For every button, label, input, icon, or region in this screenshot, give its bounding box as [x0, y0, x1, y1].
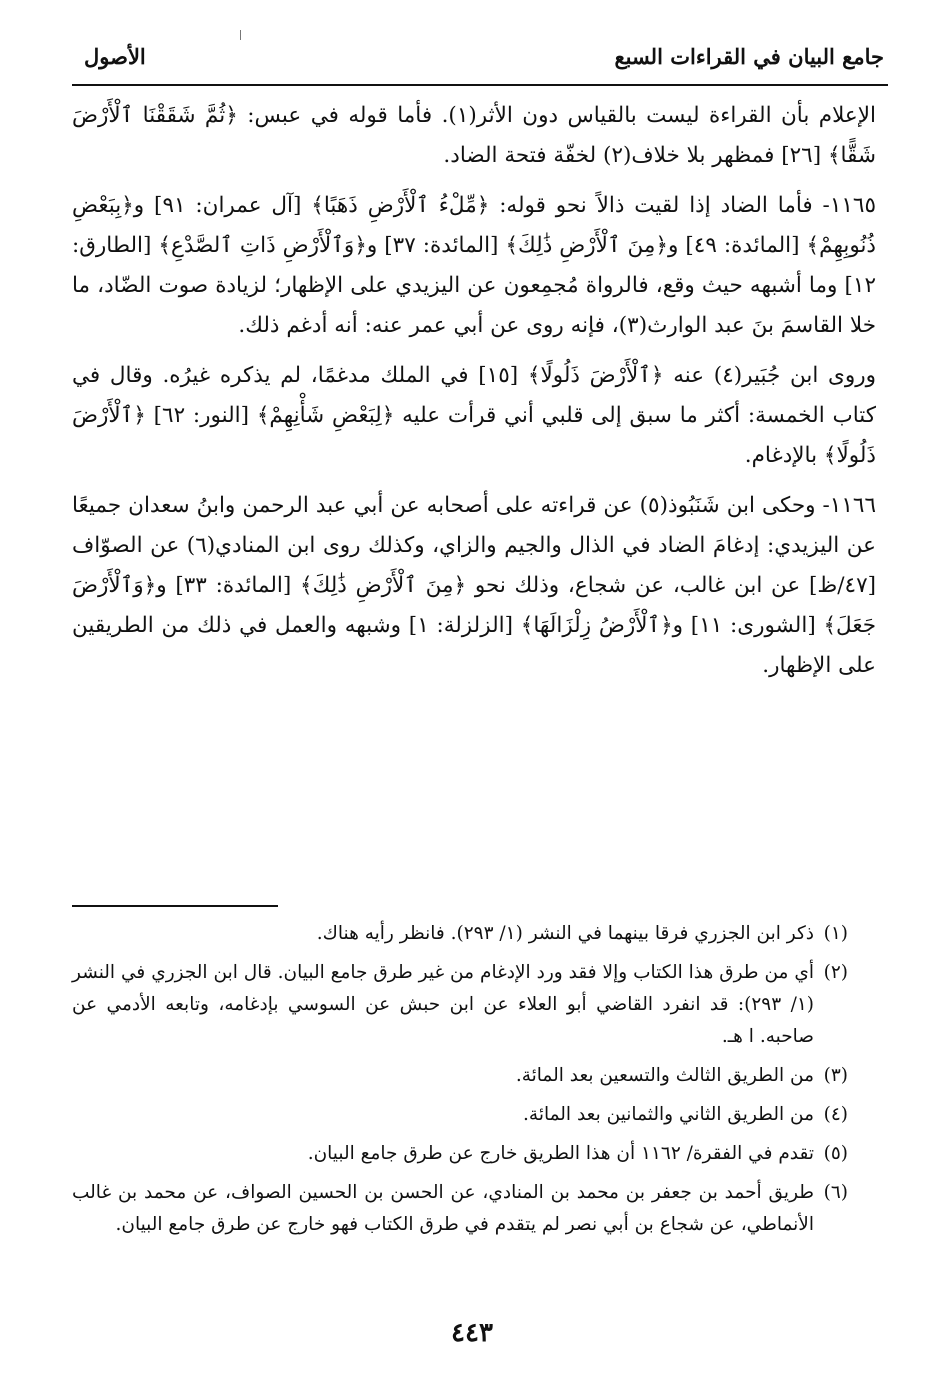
footnote-number: (٢): [823, 962, 848, 983]
footnote-number: (٥): [823, 1143, 848, 1164]
footnote-number: (٦): [823, 1182, 848, 1203]
footnote-text: من الطريق الثالث والتسعين بعد المائة.: [515, 1065, 814, 1086]
footnote-text: طريق أحمد بن جعفر بن محمد بن المنادي، عن الحسن بن الحسين الصواف، عن محمد بن غالب الأنماطي، عن شجاع بن أبي نصر لم يتقدم في طرق الكتاب فهو خارج عن طرق جامع البيان.: [72, 1182, 814, 1235]
footnote: [72, 1099, 848, 1131]
footnote-number: (٤): [823, 1104, 848, 1125]
footnote: [72, 1138, 848, 1170]
footnote-text: ذكر ابن الجزري فرقا بينهما في النشر (١/ ٢٩٣). فانظر رأيه هناك.: [316, 923, 814, 944]
footnote-text: تقدم في الفقرة/ ١١٦٢ أن هذا الطريق خارج عن طرق جامع البيان.: [307, 1143, 814, 1164]
footnotes: [72, 918, 848, 1248]
footnote: [72, 1177, 848, 1241]
scan-mark: [240, 30, 241, 40]
footnote: [72, 918, 848, 950]
running-head-book-title: جامع البيان في القراءات السبع: [614, 44, 884, 69]
paragraph: ١١٦٥- فأما الضاد إذا لقيت ذالاً نحو قوله: ﴿مِّلْءُ ٱلْأَرْضِ ذَهَبًا﴾ [آل عمران: ٩١] و﴿بِبَعْضِ ذُنُوبِهِمْ﴾ [المائدة: ٤٩] و﴿مِنَ ٱلْأَرْضِ ذَٰلِكَ﴾ [المائدة: ٣٧] و﴿وَٱلْأَرْضِ ذَاتِ ٱلصَّدْعِ﴾ [الطارق: ١٢] وما أشبهه حيث وقع، فالرواة مُجمِعون عن اليزيدي على الإظهار؛ لزيادة صوت الضّاد، ما خلا القاسمَ بنَ عبد الوارث(٣)، فإنه روى عن أبي عمر عنه: أنه أدغم ذلك.: [72, 193, 877, 338]
paragraph: ١١٦٦- وحكى ابن شَنَبُوذ(٥) عن قراءته على أصحابه عن أبي عبد الرحمن وابنُ سعدان جميعًا عن اليزيدي: إدغامَ الضاد في الذال والجيم والزاي، وكذلك روى ابن المنادي(٦) عن الصوّاف [٤٧/ظ] عن ابن غالب، عن شجاع، وذلك نحو ﴿مِنَ ٱلْأَرْضِ ذَٰلِكَ﴾ [المائدة: ٣٣] و﴿وَٱلْأَرْضَ جَعَلَ﴾ [الشورى: ١١] و﴿ٱلْأَرْضُ زِلْزَالَهَا﴾ [الزلزلة: ١] وشبهه والعمل في ذلك من الطريقين على الإظهار.: [72, 493, 877, 678]
paragraph: الإعلام بأن القراءة ليست بالقياس دون الأثر(١). فأما قوله في عبس: ﴿ثُمَّ شَقَقْنَا ٱلْأَرْضَ شَقًّا﴾ [٢٦] فمظهر بلا خلاف(٢) لخفّة فتحة الضاد.: [72, 103, 876, 168]
header-rule: [72, 84, 888, 86]
footnote-rule: [72, 905, 278, 907]
paragraph: وروى ابن جُبَير(٤) عنه ﴿ٱلْأَرْضَ ذَلُولًا﴾ [١٥] في الملك مدغمًا، لم يذكره غيرُه. وقال في كتاب الخمسة: أكثر ما سبق إلى قلبي أني قرأت عليه ﴿لِبَعْضِ شَأْنِهِمْ﴾ [النور: ٦٢] ﴿ٱلْأَرْضَ ذَلُولًا﴾ بالإدغام.: [72, 363, 876, 468]
footnote-text: من الطريق الثاني والثمانين بعد المائة.: [523, 1104, 814, 1125]
running-head-section: الأصول: [84, 44, 146, 69]
page-number: ٤٤٣: [451, 1318, 493, 1348]
footnote-text: أي من طرق هذا الكتاب وإلا فقد ورد الإدغام من غير طرق جامع البيان. قال ابن الجزري في النشر (١/ ٢٩٣): قد انفرد القاضي أبو العلاء عن ابن حبش عن السوسي بإدغامه، وتابعه الأدمي عن صاحبه. ا هـ.: [72, 962, 814, 1047]
footnote: [72, 1060, 848, 1092]
footnote-number: (١): [823, 923, 848, 944]
footnote-number: (٣): [823, 1065, 848, 1086]
footnote: [72, 957, 848, 1053]
main-text: [72, 96, 876, 696]
